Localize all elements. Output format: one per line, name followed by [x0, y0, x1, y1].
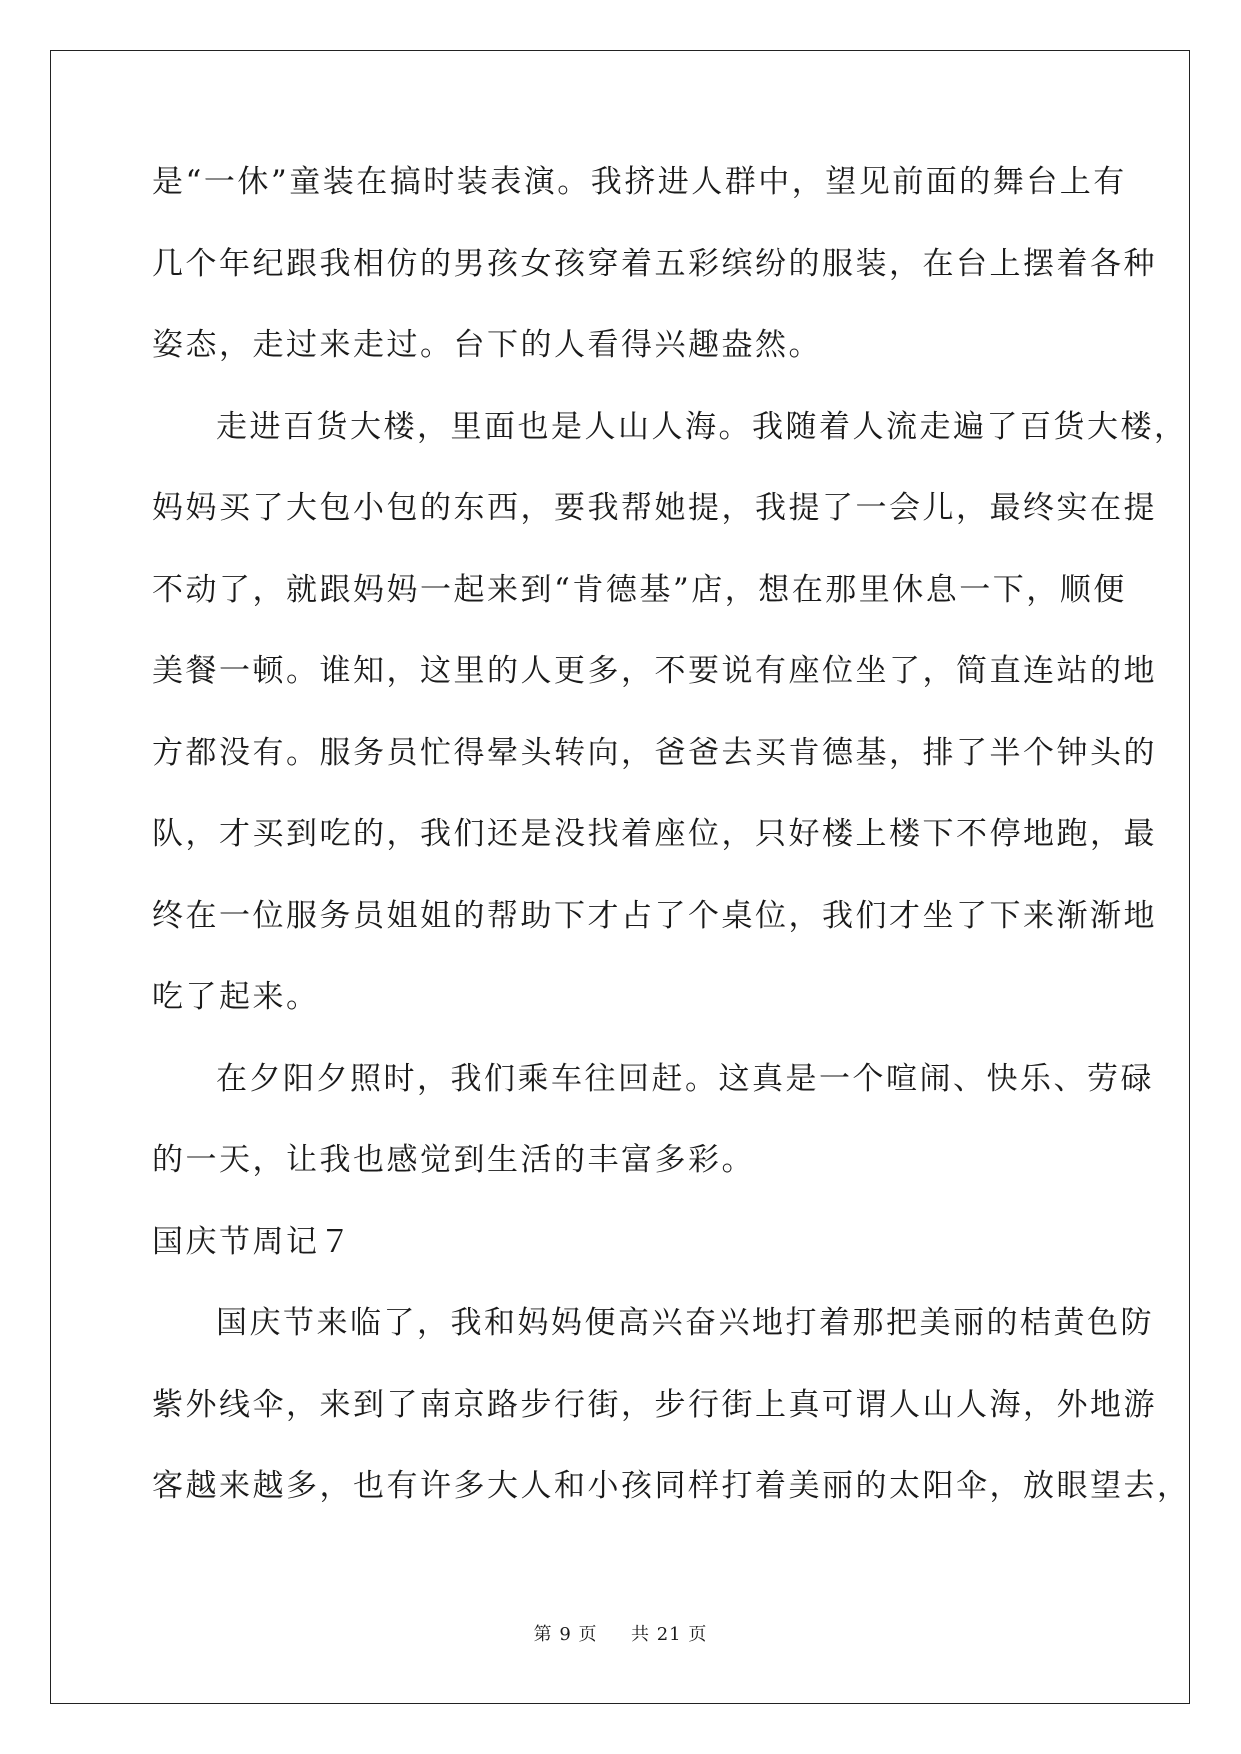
- text-line: 几个年纪跟我相仿的男孩女孩穿着五彩缤纷的服装，在台上摆着各种: [152, 245, 1157, 282]
- text-line: 紫外线伞，来到了南京路步行街，步行街上真可谓人山人海，外地游: [152, 1386, 1157, 1423]
- text-line: 方都没有。服务员忙得晕头转向，爸爸去买肯德基，排了半个钟头的: [152, 734, 1157, 771]
- text-line: 美餐一顿。谁知，这里的人更多，不要说有座位坐了，简直连站的地: [152, 653, 1157, 689]
- text-line: 吃了起来。: [152, 979, 320, 1015]
- text-line: 客越来越多，也有许多大人和小孩同样打着美丽的太阳伞，放眼望去，: [152, 1468, 1191, 1504]
- document-body: [152, 160, 1191, 1546]
- paragraph-start-line: 走进百货大楼，里面也是人山人海。我随着人流走遍了百货大楼，: [216, 408, 1188, 445]
- section-heading: 国庆节周记７: [152, 1223, 353, 1260]
- page-number: 第 9 页: [533, 1624, 598, 1645]
- text-line: 妈妈买了大包小包的东西，要我帮她提，我提了一会儿，最终实在提: [152, 490, 1157, 526]
- paragraph-start-line: 国庆节来临了，我和妈妈便高兴奋兴地打着那把美丽的桔黄色防: [216, 1305, 1154, 1341]
- text-line: 队，才买到吃的，我们还是没找着座位，只好楼上楼下不停地跑，最: [152, 816, 1157, 852]
- page-total: 共 21 页: [631, 1624, 708, 1645]
- text-line: 是“一休”童装在搞时装表演。我挤进人群中，望见前面的舞台上有: [152, 164, 1127, 200]
- text-line: 不动了，就跟妈妈一起来到“肯德基”店，想在那里休息一下，顺便: [152, 571, 1127, 608]
- page-footer: [0, 1620, 1241, 1646]
- text-line: 终在一位服务员姐姐的帮助下才占了个桌位，我们才坐了下来渐渐地: [152, 897, 1157, 934]
- paragraph-start-line: 在夕阳夕照时，我们乘车往回赶。这真是一个喧闹、快乐、劳碌: [216, 1060, 1154, 1097]
- text-line: 姿态，走过来走过。台下的人看得兴趣盎然。: [152, 327, 822, 363]
- text-line: 的一天，让我也感觉到生活的丰富多彩。: [152, 1142, 755, 1178]
